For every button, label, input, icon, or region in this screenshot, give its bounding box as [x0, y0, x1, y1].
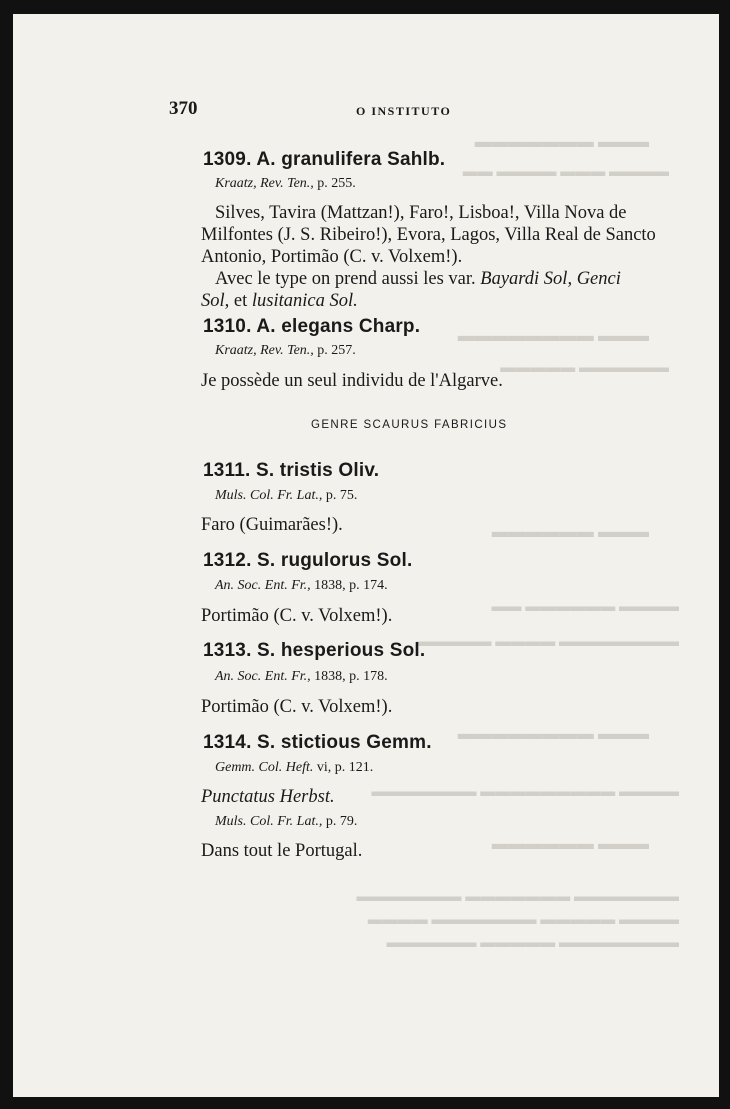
note-line: Avec le type on prend aussi les var. Bayardi Sol, Genci: [215, 269, 621, 289]
reference: Muls. Col. Fr. Lat., p. 75.: [215, 488, 358, 503]
reference: Kraatz, Rev. Ten., p. 257.: [215, 343, 356, 358]
genus-heading: GENRE SCAURUS FABRICIUS: [311, 419, 508, 431]
book-page: [13, 14, 719, 1097]
species-heading: 1311. S. tristis Oliv.: [203, 460, 380, 481]
species-heading: 1310. A. elegans Charp.: [203, 316, 421, 337]
locality-line: Portimão (C. v. Volxem!).: [201, 697, 393, 717]
reference: Muls. Col. Fr. Lat., p. 79.: [215, 814, 358, 829]
reference: An. Soc. Ent. Fr., 1838, p. 178.: [215, 669, 388, 684]
species-heading: 1309. A. granulifera Sahlb.: [203, 149, 446, 170]
note-line: Sol, et lusitanica Sol.: [201, 291, 358, 311]
locality-line: Milfontes (J. S. Ribeiro!), Evora, Lagos, Villa Real de Sancto: [201, 225, 656, 245]
species-heading: 1314. S. stictious Gemm.: [203, 732, 432, 753]
locality-line: Antonio, Portimão (C. v. Volxem!).: [201, 247, 463, 267]
running-head: O INSTITUTO: [356, 104, 452, 118]
locality-line: Portimão (C. v. Volxem!).: [201, 606, 393, 626]
species-heading: 1312. S. rugulorus Sol.: [203, 550, 413, 571]
locality-line: Je possède un seul individu de l'Algarve.: [201, 371, 503, 391]
synonym: Punctatus Herbst.: [201, 787, 335, 807]
reference: Gemm. Col. Heft. vi, p. 121.: [215, 760, 374, 775]
page-number: 370: [169, 98, 198, 119]
locality-line: Silves, Tavira (Mattzan!), Faro!, Lisboa!, Villa Nova de: [215, 203, 627, 223]
reference: An. Soc. Ent. Fr., 1838, p. 174.: [215, 578, 388, 593]
species-heading: 1313. S. hesperious Sol.: [203, 640, 426, 661]
reference: Kraatz, Rev. Ten., p. 255.: [215, 176, 356, 191]
locality-line: Faro (Guimarães!).: [201, 515, 343, 535]
locality-line: Dans tout le Portugal.: [201, 841, 363, 861]
show-through-texture: ▬▬▬ ▬▬▬▬▬▬▬ ▬▬▬▬ ▬▬▬ ▬▬▬▬ ▬▬ ▬▬▬ ▬▬▬▬▬▬▬▬ ▬▬▬▬▬▬ ▬▬▬▬▬ ▬▬▬ ▬▬▬▬▬▬ ▬▬▬▬ ▬▬▬▬▬▬ ▬▬ ▬▬▬▬▬▬▬▬ ▬▬▬▬ ▬▬▬▬▬ ▬▬▬ ▬▬▬▬▬▬▬▬ ▬▬▬▬ ▬▬▬▬▬▬▬▬▬ ▬▬▬▬▬▬▬ ▬▬▬ ▬▬▬▬▬▬ ▬▬▬▬▬▬▬ ▬▬▬▬▬▬▬ ▬▬▬▬▬▬▬ ▬▬▬▬ ▬▬▬▬▬ ▬▬▬▬▬▬▬ ▬▬▬▬ ▬▬▬▬▬▬▬▬ ▬▬▬▬▬ ▬▬▬▬▬▬: [356, 132, 679, 951]
